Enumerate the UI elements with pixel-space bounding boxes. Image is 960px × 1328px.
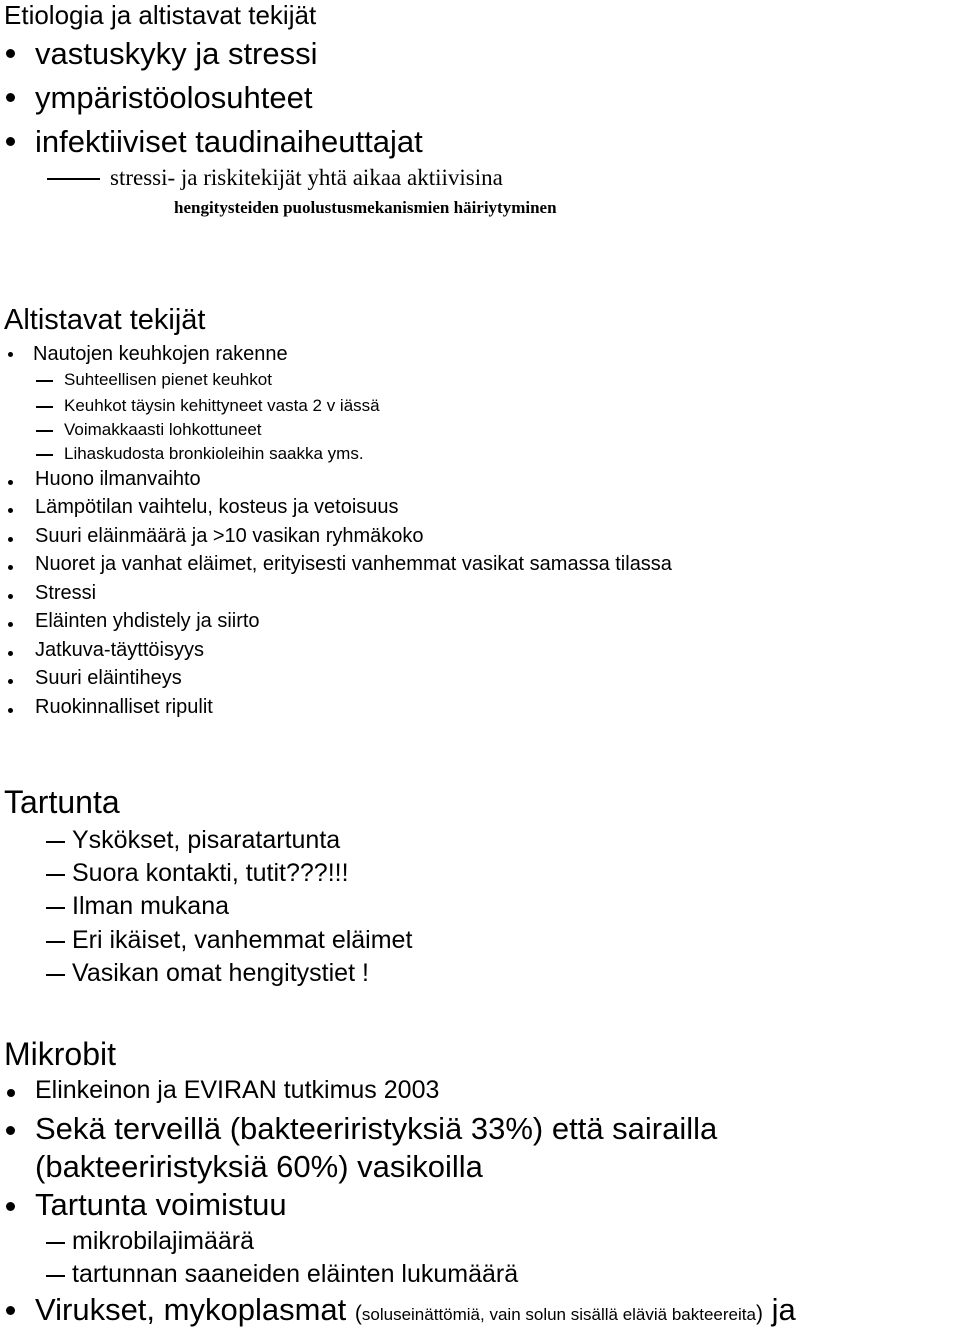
section1-bullet-1: vastuskyky ja stressi <box>35 36 318 71</box>
bullet-icon <box>8 594 13 599</box>
dash-icon <box>36 454 53 456</box>
section3-title: Tartunta <box>4 784 120 820</box>
section4-bullet-4-paren-close: ) <box>755 1302 763 1325</box>
dash-icon <box>46 874 65 876</box>
bullet-icon <box>8 679 13 684</box>
section4-bullet-4-main: Virukset, mykoplasmat <box>35 1292 347 1327</box>
section1-dash: stressi- ja riskitekijät yhtä aikaa aktiivisina <box>110 165 503 190</box>
dash-icon <box>46 841 65 843</box>
section2-bullet-4: Nuoret ja vanhat eläimet, erityisesti vanhemmat vasikat samassa tilassa <box>35 553 672 575</box>
bullet-icon <box>6 93 15 102</box>
section2-bullet-1: Huono ilmanvaihto <box>35 468 201 490</box>
dash-icon <box>36 380 53 382</box>
dash-icon <box>36 406 53 408</box>
section4-bullet-2-line2: (bakteeriristyksiä 60%) vasikoilla <box>35 1149 483 1184</box>
section2-dash-3: Voimakkaasti lohkottuneet <box>64 420 262 439</box>
bullet-icon <box>6 49 15 58</box>
section2-bullet-9: Ruokinnalliset ripulit <box>35 696 213 718</box>
dash-icon <box>46 941 65 943</box>
bullet-icon <box>8 352 13 357</box>
section2-bullet-6: Eläinten yhdistely ja siirto <box>35 610 260 632</box>
section2-bullet-main: Nautojen keuhkojen rakenne <box>33 343 288 365</box>
section3-dash-4: Eri ikäiset, vanhemmat eläimet <box>72 926 413 954</box>
section1-bullet-3: infektiiviset taudinaiheuttajat <box>35 124 423 159</box>
section4-bullet-4-paren-open: ( <box>354 1302 362 1325</box>
bullet-icon <box>8 508 13 513</box>
dash-icon <box>46 1275 65 1277</box>
bullet-icon <box>6 1306 15 1315</box>
section1-bullet-2: ympäristöolosuhteet <box>35 80 313 115</box>
section4-bullet-4 <box>35 1294 796 1325</box>
section2-bullet-7: Jatkuva-täyttöisyys <box>35 639 204 661</box>
section4-bullet-4-note: soluseinättömiä, vain solun sisällä eläviä bakteereita <box>361 1305 756 1324</box>
section4-bullet-4-tail: ja <box>771 1292 796 1327</box>
section3-dash-1: Yskökset, pisaratartunta <box>72 826 341 854</box>
section1-sub: hengitysteiden puolustusmekanismien häiriytyminen <box>174 198 557 217</box>
dash-icon <box>36 430 53 432</box>
bullet-icon <box>8 651 13 656</box>
section4-bullet-1: Elinkeinon ja EVIRAN tutkimus 2003 <box>35 1076 440 1104</box>
dash-icon <box>47 178 100 180</box>
bullet-icon <box>8 537 13 542</box>
section2-dash-1: Suhteellisen pienet keuhkot <box>64 370 272 389</box>
bullet-icon <box>8 480 13 485</box>
bullet-icon <box>8 622 13 627</box>
section2-dash-2: Keuhkot täysin kehittyneet vasta 2 v iässä <box>64 396 380 415</box>
bullet-icon <box>8 708 13 713</box>
section2-title: Altistavat tekijät <box>4 304 206 336</box>
section2-bullet-8: Suuri eläintiheys <box>35 667 182 689</box>
bullet-icon <box>6 1126 15 1135</box>
section4-dash-1: mikrobilajimäärä <box>72 1227 254 1255</box>
section2-bullet-5: Stressi <box>35 582 97 604</box>
section3-dash-2: Suora kontakti, tutit???!!! <box>72 859 349 887</box>
section4-dash-2: tartunnan saaneiden eläinten lukumäärä <box>72 1260 519 1288</box>
section2-dash-4: Lihaskudosta bronkioleihin saakka yms. <box>64 444 364 463</box>
section4-bullet-2-line1: Sekä terveillä (bakteeriristyksiä 33%) että sairailla <box>35 1111 718 1146</box>
dash-icon <box>46 1242 65 1244</box>
section1-title: Etiologia ja altistavat tekijät <box>4 0 317 30</box>
section2-bullet-2: Lämpötilan vaihtelu, kosteus ja vetoisuus <box>35 496 399 518</box>
section4-title: Mikrobit <box>4 1036 117 1072</box>
bullet-icon <box>8 565 13 570</box>
bullet-icon <box>6 137 15 146</box>
bullet-icon <box>6 1202 15 1211</box>
section3-dash-3: Ilman mukana <box>72 892 230 920</box>
bullet-icon <box>7 1089 15 1097</box>
dash-icon <box>46 974 65 976</box>
section4-bullet-3: Tartunta voimistuu <box>35 1187 287 1222</box>
section3-dash-5: Vasikan omat hengitystiet ! <box>72 959 369 987</box>
section2-bullet-3: Suuri eläinmäärä ja >10 vasikan ryhmäkoko <box>35 525 424 547</box>
dash-icon <box>46 907 65 909</box>
